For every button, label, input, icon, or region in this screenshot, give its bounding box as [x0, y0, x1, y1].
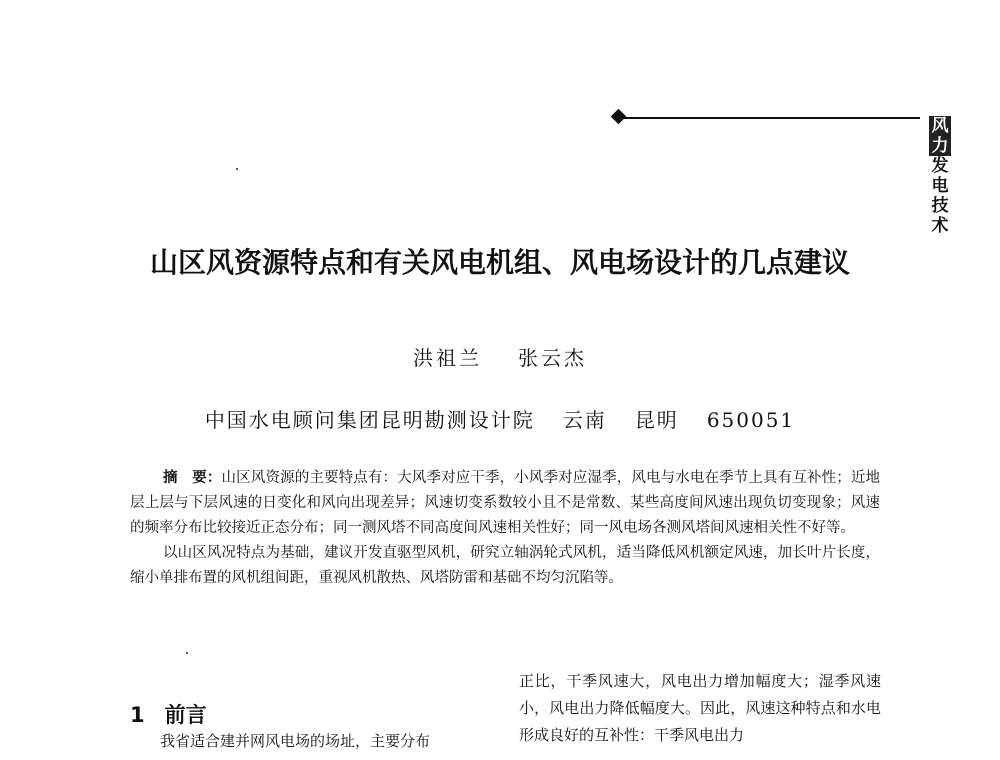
- affiliation-institute: 中国水电顾问集团昆明勘测设计院: [204, 408, 535, 432]
- journal-side-label: [925, 116, 955, 236]
- scan-speck: [236, 168, 238, 170]
- affiliation-city: 昆明: [634, 408, 679, 432]
- affiliation-province: 云南: [562, 408, 607, 432]
- body-column-left: [130, 728, 490, 755]
- abstract: [130, 466, 880, 591]
- side-label-char: 电: [931, 176, 949, 196]
- side-label-char: 风: [929, 116, 951, 136]
- section-title: 前言: [164, 703, 207, 728]
- body-paragraph: 我省适合建并网风电场的场址，主要分布: [160, 732, 431, 750]
- side-label-char: 力: [929, 136, 951, 156]
- affiliation-postcode: 650051: [706, 408, 796, 432]
- side-label-char: 发: [931, 156, 949, 176]
- side-label-char: 术: [931, 216, 949, 236]
- author-list: [0, 342, 1000, 371]
- abstract-label: 摘 要：: [163, 470, 222, 486]
- body-paragraph: 正比，干季风速大，风电出力增加幅度大；湿季风速小，风电出力降低幅度大。因此，风速这种特点和水电形成良好的互补性：干季风电出力: [519, 672, 881, 744]
- section-number: 1: [130, 703, 145, 728]
- abstract-text: 山区风资源的主要特点有：大风季对应干季，小风季对应湿季，风电与水电在季节上具有互补性；近地层上层与下层风速的日变化和风向出现差异；风速切变系数较小且不是常数、某些高度间风速出现负切变现象；风速的频率分布比较接近正态分布；同一测风塔不同高度间风速相关性好；同一风电场各测风塔间风速相关性不好等。: [130, 470, 881, 536]
- abstract-paragraph: [130, 466, 880, 541]
- section-heading: [130, 699, 207, 729]
- paper-title: 山区风资源特点和有关风电机组、风电场设计的几点建议: [149, 245, 850, 279]
- scan-speck: [186, 652, 188, 654]
- author-name: 张云杰: [518, 346, 587, 370]
- header-rule: [622, 117, 920, 119]
- body-column-right: [519, 668, 881, 749]
- header-diamond-icon: [611, 109, 627, 125]
- author-name: 洪祖兰: [413, 346, 482, 370]
- affiliation: [0, 404, 1000, 433]
- side-label-char: 技: [931, 196, 949, 216]
- abstract-paragraph: 以山区风况特点为基础，建议开发直驱型风机，研究立轴涡轮式风机，适当降低风机额定风速，加长叶片长度，缩小单排布置的风机组间距，重视风机散热、风塔防雷和基础不均匀沉陷等。: [130, 545, 880, 586]
